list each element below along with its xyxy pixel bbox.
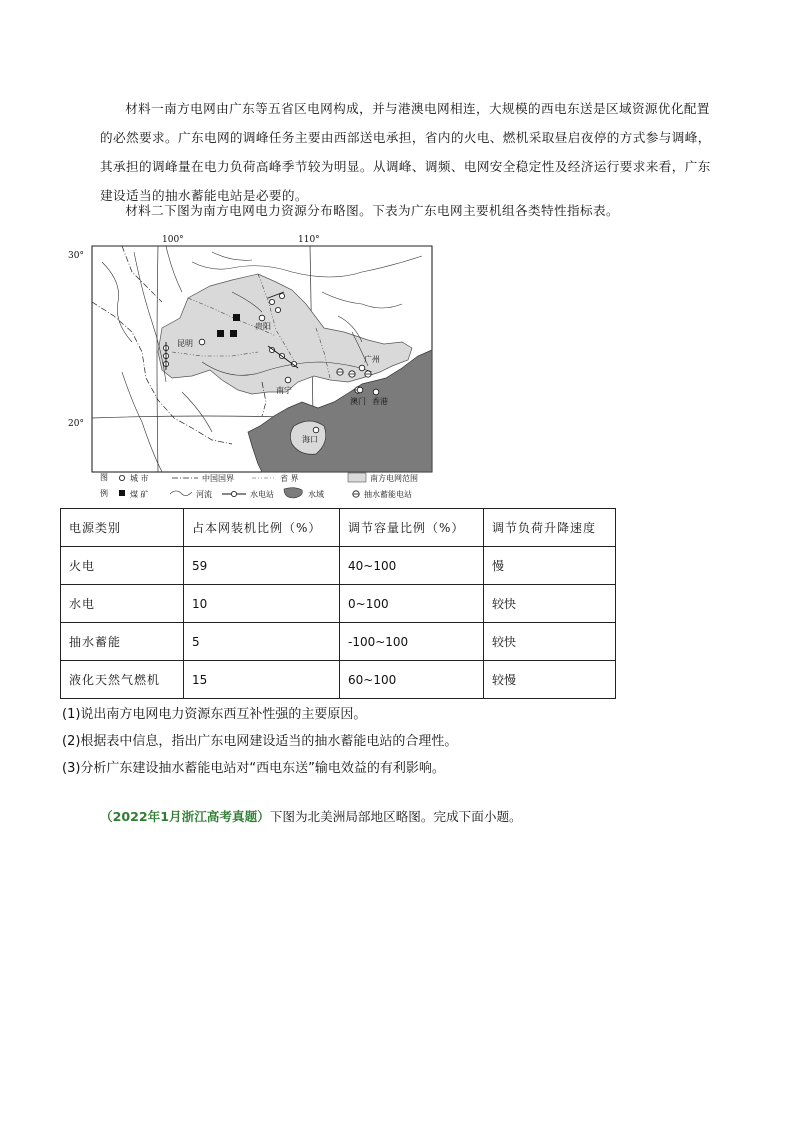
- table-cell: -100~100: [340, 623, 484, 661]
- table-cell: 较慢: [484, 661, 616, 699]
- legend-title-2: 例: [100, 489, 108, 498]
- table-row: [61, 623, 616, 661]
- city-kunming: 昆明: [177, 339, 193, 348]
- city-hongkong: 香港: [372, 397, 388, 406]
- city-nanning: 南宁: [276, 386, 292, 395]
- table-cell: 液化天然气燃机: [61, 661, 184, 699]
- table-cell: 59: [184, 547, 340, 585]
- table-cell: 0~100: [340, 585, 484, 623]
- city-macau: 澳门: [350, 397, 366, 406]
- table-cell: 5: [184, 623, 340, 661]
- legend-pumped-storage: 抽水蓄能电站: [364, 490, 412, 499]
- table-cell: 40~100: [340, 547, 484, 585]
- legend-border: 中国国界: [202, 474, 234, 483]
- lon-label-110: 110°: [298, 235, 320, 245]
- table-cell: 慢: [484, 547, 616, 585]
- legend-hydro: 水电站: [250, 490, 274, 499]
- material-one-paragraph: 材料一南方电网由广东等五省区电网构成，并与港澳电网相连，大规模的西电东送是区域资源优化配置的必然要求。广东电网的调峰任务主要由西部送电承担，省内的火电、燃机采取昼启夜停的方式参与调峰，其承担的调峰量在电力负荷高峰季节较为明显。从调峰、调频、电网安全稳定性及经济运行要求来看，广东建设适当的抽水蓄能电站是必要的。: [100, 101, 711, 203]
- material-two-paragraph: 材料二下图为南方电网电力资源分布略图。下表为广东电网主要机组各类特性指标表。: [125, 203, 619, 218]
- table-cell: 抽水蓄能: [61, 623, 184, 661]
- table-cell: 较快: [484, 623, 616, 661]
- legend-province: 省 界: [280, 474, 299, 483]
- legend-title-1: 图: [100, 473, 108, 482]
- legend-water: 水域: [308, 490, 324, 499]
- table-cell: 火电: [61, 547, 184, 585]
- lon-label-100: 100°: [162, 235, 184, 245]
- city-guangzhou: 广州: [364, 355, 380, 364]
- question-3: (3)分析广东建设抽水蓄能电站对“西电东送”输电效益的有利影响。: [62, 761, 445, 776]
- header-cell: 调节容量比例（%）: [340, 509, 484, 547]
- table-cell: 60~100: [340, 661, 484, 699]
- table-row: [61, 547, 616, 585]
- next-question-intro: [100, 806, 522, 825]
- header-cell: 电源类别: [61, 509, 184, 547]
- southern-grid-map: [62, 232, 454, 502]
- generator-characteristics-table: [60, 508, 616, 699]
- table-cell: 10: [184, 585, 340, 623]
- table-header-row: [61, 509, 616, 547]
- question-1: (1)说出南方电网电力资源东西互补性强的主要原因。: [62, 707, 367, 722]
- map-legend: [100, 473, 418, 499]
- question-2: (2)根据表中信息，指出广东电网建设适当的抽水蓄能电站的合理性。: [62, 734, 458, 749]
- table-cell: 较快: [484, 585, 616, 623]
- city-guiyang: 贵阳: [255, 322, 271, 331]
- lat-label-30: 30°: [68, 251, 84, 261]
- table-cell: 15: [184, 661, 340, 699]
- table-row: [61, 585, 616, 623]
- table-row: [61, 661, 616, 699]
- legend-river: 河流: [196, 490, 212, 499]
- header-cell: 调节负荷升降速度: [484, 509, 616, 547]
- exam-source: （2022年1月浙江高考真题）: [100, 809, 270, 824]
- table-cell: 水电: [61, 585, 184, 623]
- city-haikou: 海口: [302, 435, 318, 444]
- lat-label-20: 20°: [68, 419, 84, 429]
- legend-city: 城 市: [130, 474, 149, 483]
- legend-coal: 煤 矿: [130, 490, 149, 499]
- header-cell: 占本网装机比例（%）: [184, 509, 340, 547]
- legend-grid-region: 南方电网范围: [370, 474, 418, 483]
- next-question-text: 下图为北美洲局部地区略图。完成下面小题。: [269, 809, 522, 824]
